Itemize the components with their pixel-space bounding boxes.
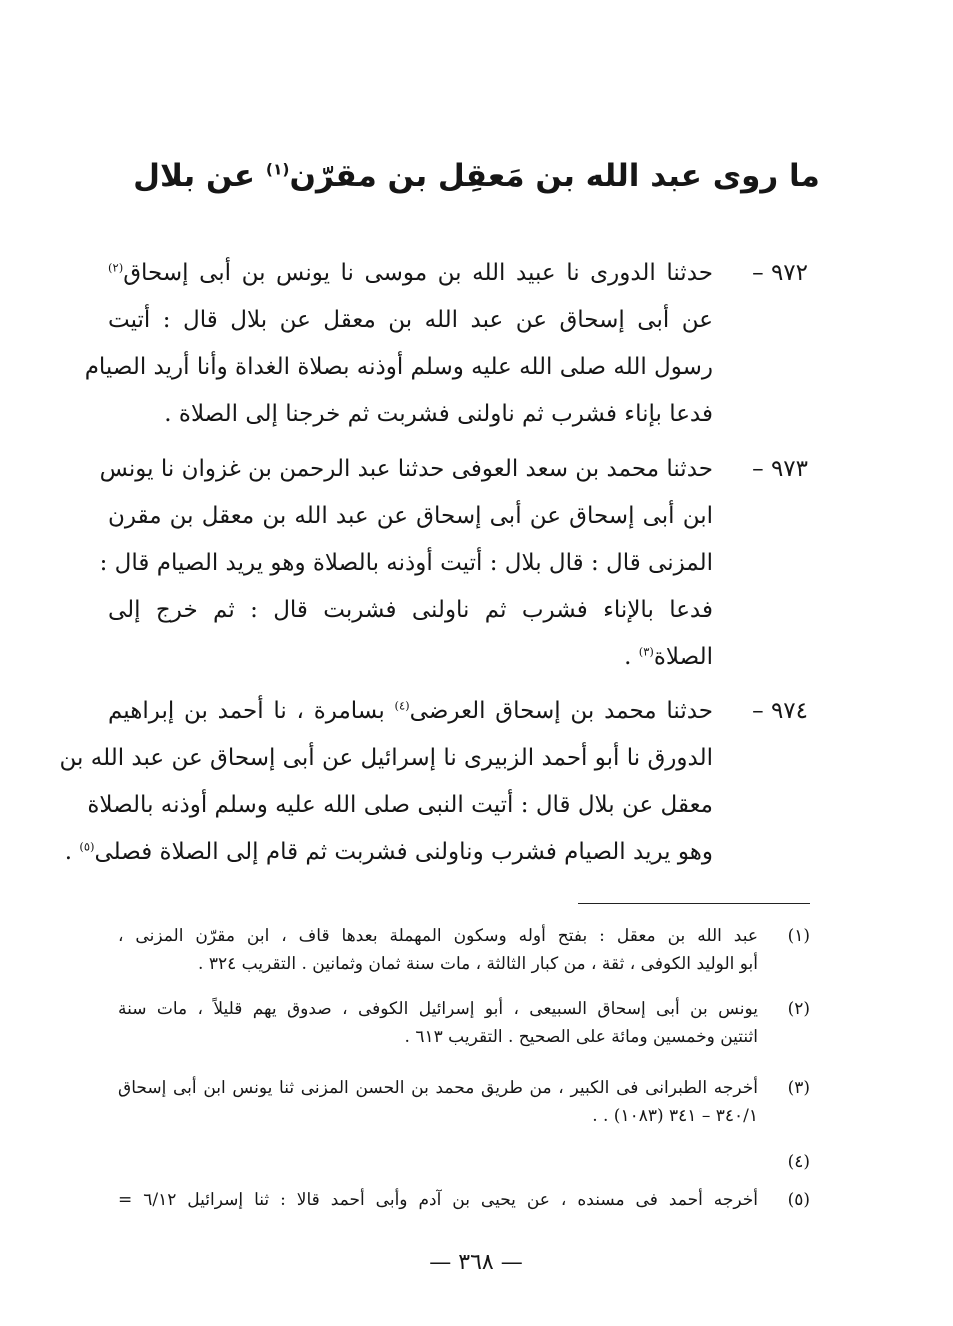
- hadith-line: رسول الله صلى الله عليه وسلم أوذنه بصلاة الغداة وأنا أريد الصيام: [84, 354, 713, 380]
- footnote-number: (٤): [787, 1152, 810, 1172]
- footnote-5: [118, 1186, 810, 1214]
- footnote-number: (٢): [787, 999, 810, 1019]
- hadith-973: [99, 446, 808, 681]
- hadith-line: حدثنا محمد بن إسحاق العرضى$^{(٤)}$ بسامرة ، نا أحمد بن إبراهيم: [108, 698, 714, 724]
- hadith-974: [59, 688, 808, 876]
- hadith-line: وهو يريد الصيام فشرب وناولنى فشربت ثم قام إلى الصلاة فصلى$^{(٥)}$ .: [64, 839, 713, 865]
- footnote-line: اثنتين وخمسين ومائة على الصحيح . التقريب ٦١٣ .: [404, 1027, 758, 1047]
- footnote-number: (٣): [787, 1078, 810, 1098]
- footnote-separator: [578, 903, 810, 904]
- hadith-line: عن أبى إسحاق عن عبد الله بن معقل عن بلال قال : أتيت: [108, 307, 713, 333]
- page-number: — ٣٦٨ —: [429, 1250, 523, 1275]
- hadith-number: ٩٧٢ –: [752, 260, 808, 286]
- chapter-title: [110, 158, 843, 194]
- footnote-line: أبو الوليد الكوفى ، ثقة ، من كبار الثالثة ، مات سنة ثمان وثمانين . التقريب ٣٢٤ .: [198, 954, 758, 974]
- footnote-number: (١): [787, 926, 810, 946]
- footnote-1: [118, 922, 810, 978]
- footnote-line: يونس بن أبى إسحاق السبيعى ، أبو إسرائيل الكوفى ، صدوق يهم قليلاً ، مات سنة: [118, 999, 758, 1019]
- hadith-972: [84, 250, 808, 438]
- hadith-line: حدثنا الدورى نا عبيد الله بن موسى نا يونس بن أبى إسحاق$^{(٢)}$: [108, 260, 713, 286]
- hadith-line: الدورق نا أبو أحمد الزبيرى نا إسرائيل عن أبى إسحاق عن عبد الله بن: [59, 745, 713, 771]
- footnote-line: ٣٤٠/١ – ٣٤١ (١٠٨٣) . .: [592, 1106, 758, 1126]
- hadith-number: ٩٧٣ –: [752, 456, 808, 482]
- footnote-line: أخرجه أحمد فى مسنده ، عن يحيى بن آدم وأبى أحمد قالا : ثنا إسرائيل ٦/١٢ =: [118, 1190, 758, 1210]
- footnote-2: [118, 995, 810, 1051]
- footnote-ref-3: (٣): [638, 644, 654, 659]
- footnote-number: (٥): [787, 1190, 810, 1210]
- footnote-ref-2: (٢): [108, 260, 124, 275]
- hadith-line: الصلاة$^{(٣)}$ .: [624, 644, 713, 670]
- footnote-ref-4: (٤): [394, 698, 410, 713]
- chapter-title-text: ما روى عبد الله بن مَعقِل بن مقرّن: [289, 158, 820, 194]
- hadith-line: معقل عن بلال قال : أتيت النبى صلى الله عليه وسلم أوذنه بالصلاة: [87, 792, 713, 818]
- hadith-number: ٩٧٤ –: [752, 698, 808, 724]
- chapter-title-tail: عن بلال: [133, 158, 256, 194]
- footnote-3: [118, 1074, 810, 1130]
- hadith-line: حدثنا محمد بن سعد العوفى حدثنا عبد الرحمن بن غزوان نا يونس: [99, 456, 713, 482]
- hadith-line: ابن أبى إسحاق عن أبى إسحاق عن عبد الله بن معقل بن مقرن: [108, 503, 713, 529]
- footnote-ref-1: (١): [265, 160, 290, 179]
- footnote-line: أخرجه الطبرانى فى الكبير ، من طريق محمد بن الحسن المزنى ثنا يونس ابن أبى إسحاق: [118, 1078, 758, 1098]
- hadith-line: المزنى قال : قال بلال : أتيت أوذنه بالصلاة وهو يريد الصيام قال :: [99, 550, 713, 576]
- hadith-line: فدعا بإناء فشرب ثم ناولنى فشربت ثم خرجنا إلى الصلاة .: [164, 401, 713, 427]
- footnote-ref-5: (٥): [79, 839, 95, 854]
- footnote-line: عبد الله بن معقل : بفتح أوله وسكون المهملة بعدها قاف ، ابن مقرّن المزنى ،: [118, 926, 758, 946]
- hadith-line: فدعا بالإناء فشرب ثم ناولنى فشربت قال : ثم خرج إلى: [108, 597, 713, 623]
